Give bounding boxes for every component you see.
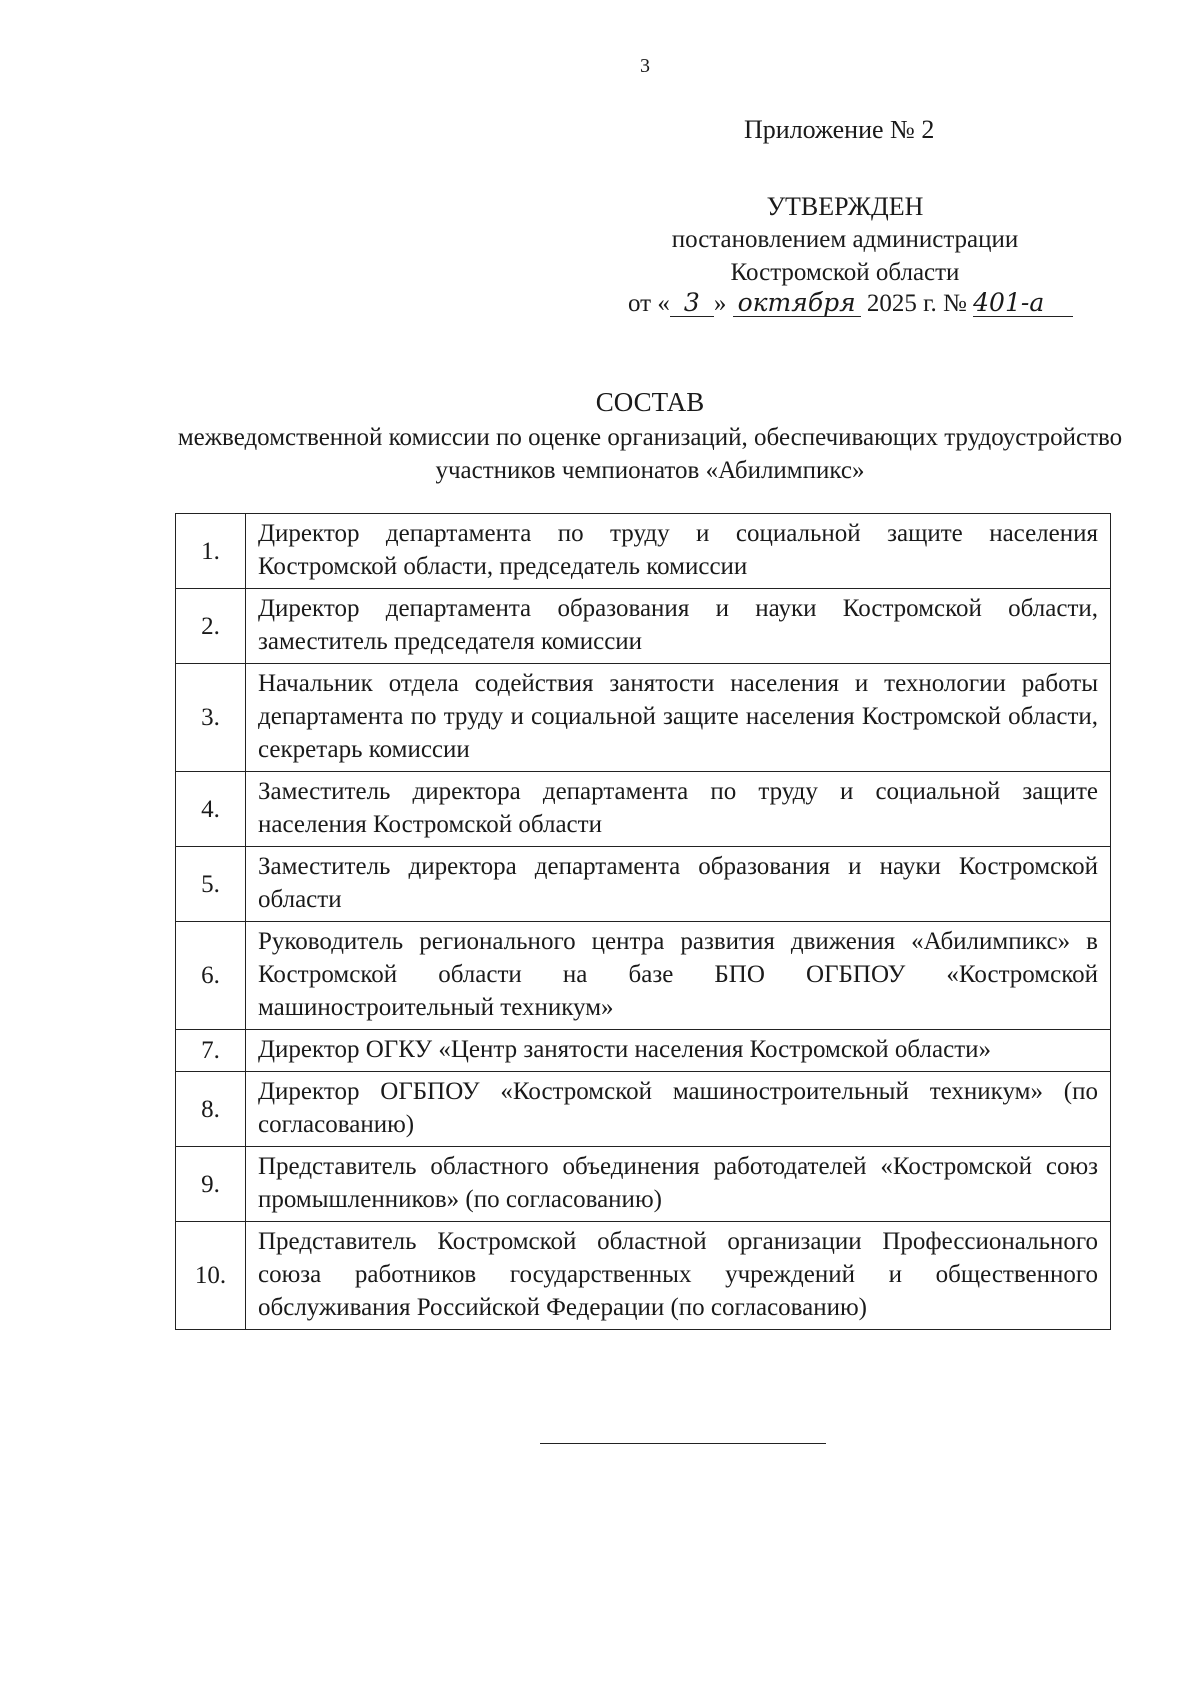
table-row xyxy=(176,1147,1111,1222)
approval-block xyxy=(600,190,1090,289)
table-row xyxy=(176,1072,1111,1147)
member-description: Представитель Костромской областной организации Профессионального союза работников государственных учреждений и общественного обслуживания Российской Федерации (по согласованию) xyxy=(246,1222,1111,1330)
table-row xyxy=(176,1030,1111,1072)
row-number: 4. xyxy=(176,772,246,847)
row-number: 1. xyxy=(176,514,246,589)
row-number: 10. xyxy=(176,1222,246,1330)
member-description: Заместитель директора департамента по труду и социальной защите населения Костромской области xyxy=(246,772,1111,847)
row-number: 7. xyxy=(176,1030,246,1072)
row-number: 8. xyxy=(176,1072,246,1147)
table-row xyxy=(176,847,1111,922)
approval-line-2: Костромской области xyxy=(730,259,960,286)
member-description: Начальник отдела содействия занятости населения и технологии работы департамента по труду и социальной защите населения Костромской области, секретарь комиссии xyxy=(246,664,1111,772)
member-description: Директор ОГБПОУ «Костромской машиностроительный техникум» (по согласованию) xyxy=(246,1072,1111,1147)
table-row xyxy=(176,664,1111,772)
member-description: Директор ОГКУ «Центр занятости населения Костромской области» xyxy=(246,1030,1111,1072)
decree-year-text: 2025 г. № xyxy=(866,290,967,317)
handwritten-month: октября xyxy=(733,290,861,317)
document-subtitle: межведомственной комиссии по оценке организаций, обеспечивающих трудоустройство участников чемпионатов «Абилимпикс» xyxy=(177,424,1123,484)
decree-from-prefix: от « xyxy=(628,290,670,317)
table-row xyxy=(176,1222,1111,1330)
member-description: Директор департамента образования и науки Костромской области, заместитель председателя комиссии xyxy=(246,589,1111,664)
row-number: 5. xyxy=(176,847,246,922)
table-row xyxy=(176,772,1111,847)
handwritten-day: 3 xyxy=(670,290,714,317)
member-description: Представитель областного объединения работодателей «Костромской союз промышленников» (по согласованию) xyxy=(246,1147,1111,1222)
row-number: 2. xyxy=(176,589,246,664)
footer-divider xyxy=(540,1443,826,1444)
row-number: 6. xyxy=(176,922,246,1030)
decree-quote-close: » xyxy=(713,290,727,317)
table-row xyxy=(176,514,1111,589)
approval-line-1: постановлением администрации xyxy=(671,226,1019,253)
document-title: СОСТАВ xyxy=(595,387,705,417)
table-row xyxy=(176,922,1111,1030)
page-number: 3 xyxy=(640,55,650,77)
document-heading xyxy=(175,385,1125,487)
row-number: 3. xyxy=(176,664,246,772)
appendix-label: Приложение № 2 xyxy=(744,115,935,144)
members-table xyxy=(175,513,1111,1330)
member-description: Заместитель директора департамента образования и науки Костромской области xyxy=(246,847,1111,922)
member-description: Директор департамента по труду и социальной защите населения Костромской области, председатель комиссии xyxy=(246,514,1111,589)
row-number: 9. xyxy=(176,1147,246,1222)
table-row xyxy=(176,589,1111,664)
member-description: Руководитель регионального центра развития движения «Абилимпикс» в Костромской области на базе БПО ОГБПОУ «Костромской машиностроительный техникум» xyxy=(246,922,1111,1030)
approval-title: УТВЕРЖДЕН xyxy=(766,192,924,221)
decree-date-line xyxy=(628,290,1073,318)
handwritten-decree-number: 401-а xyxy=(973,290,1073,317)
